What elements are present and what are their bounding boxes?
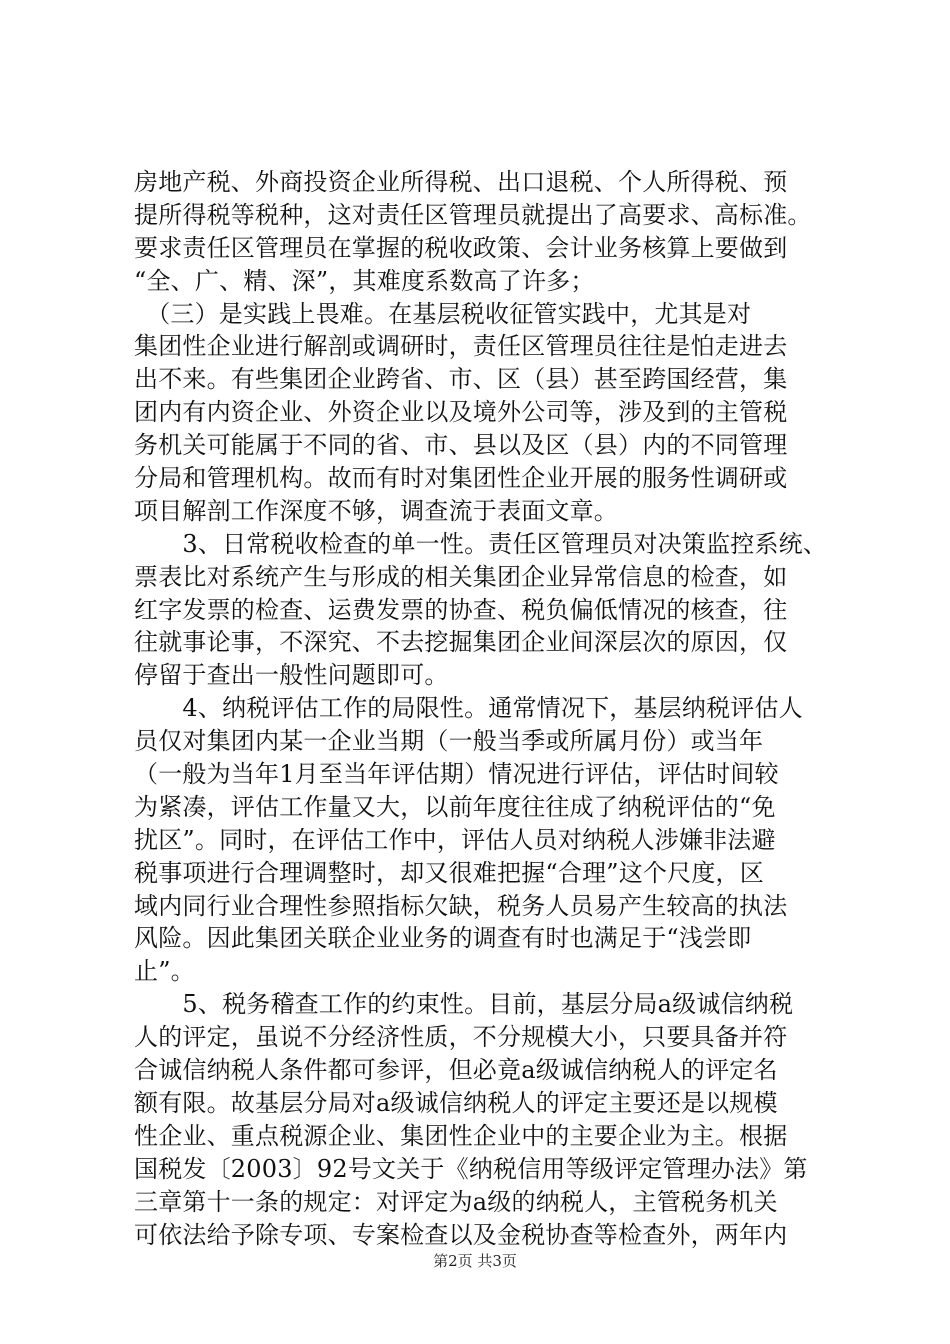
text-line: 性企业、重点税源企业、集团性企业中的主要企业为主。根据 bbox=[134, 1121, 788, 1150]
text-line: 人的评定，虽说不分经济性质，不分规模大小，只要具备并符 bbox=[134, 1023, 788, 1052]
text-line: 税事项进行合理调整时，却又很难把握“合理”这个尺度，区 bbox=[134, 858, 764, 887]
text-line: 员仅对集团内某一企业当期（一般当季或所属月份）或当年 bbox=[134, 727, 764, 756]
text-line: 提所得税等税种，这对责任区管理员就提出了高要求、高标准。 bbox=[134, 200, 812, 229]
text-line: 集团性企业进行解剖或调研时，责任区管理员往往是怕走进去 bbox=[134, 332, 788, 361]
text-line: 止”。 bbox=[134, 957, 195, 986]
text-line: 合诚信纳税人条件都可参评，但必竟a级诚信纳税人的评定名 bbox=[134, 1056, 778, 1085]
text-line: 票表比对系统产生与形成的相关集团企业异常信息的检查，如 bbox=[134, 562, 788, 591]
text-line: 分局和管理机构。故而有时对集团性企业开展的服务性调研或 bbox=[134, 464, 788, 493]
text-line: 红字发票的检查、运费发票的协查、税负偏低情况的核查，往 bbox=[134, 595, 788, 624]
text-line: 出不来。有些集团企业跨省、市、区（县）甚至跨国经营，集 bbox=[134, 365, 788, 394]
text-line: 域内同行业合理性参照指标欠缺，税务人员易产生较高的执法 bbox=[134, 891, 788, 920]
text-line: 务机关可能属于不同的省、市、县以及区（县）内的不同管理 bbox=[134, 431, 788, 460]
text-line: 团内有内资企业、外资企业以及境外公司等，涉及到的主管税 bbox=[134, 398, 788, 427]
text-line: 往就事论事，不深究、不去挖掘集团企业间深层次的原因，仅 bbox=[134, 628, 788, 657]
text-line: 房地产税、外商投资企业所得税、出口退税、个人所得税、预 bbox=[134, 168, 788, 196]
text-line: （一般为当年1月至当年评估期）情况进行评估，评估时间较 bbox=[134, 760, 779, 789]
text-line: 停留于查出一般性问题即可。 bbox=[134, 661, 449, 690]
text-line: 5、税务稽查工作的约束性。目前，基层分局a级诚信纳税 bbox=[134, 990, 794, 1019]
text-line: 可依法给予除专项、专案检查以及金税协查等检查外，两年内 bbox=[134, 1220, 788, 1249]
text-line: 国税发〔2003〕92号文关于《纳税信用等级评定管理办法》第 bbox=[134, 1154, 808, 1183]
body-text bbox=[134, 166, 834, 1251]
page-footer: 第2页 共3页 bbox=[433, 1252, 517, 1270]
text-line: 4、纳税评估工作的局限性。通常情况下，基层纳税评估人 bbox=[134, 694, 803, 723]
text-line: 三章第十一条的规定：对评定为a级的纳税人，主管税务机关 bbox=[134, 1187, 778, 1216]
text-line: （三）是实践上畏难。在基层税收征管实践中，尤其是对 bbox=[134, 299, 752, 328]
text-line: 扰区”。同时，在评估工作中，评估人员对纳税人涉嫌非法避 bbox=[134, 825, 776, 854]
text-line: 风险。因此集团关联企业业务的调查有时也满足于“浅尝即 bbox=[134, 924, 752, 953]
text-line: “全、广、精、深”，其难度系数高了许多； bbox=[134, 266, 595, 295]
text-line: 为紧凑，评估工作量又大，以前年度往往成了纳税评估的“免 bbox=[134, 792, 776, 821]
text-line: 额有限。故基层分局对a级诚信纳税人的评定主要还是以规模 bbox=[134, 1088, 778, 1117]
text-line: 项目解剖工作深度不够，调查流于表面文章。 bbox=[134, 496, 618, 525]
text-line: 要求责任区管理员在掌握的税收政策、会计业务核算上要做到 bbox=[134, 233, 788, 262]
text-line: 3、日常税收检查的单一性。责任区管理员对决策监控系统、 bbox=[134, 529, 828, 558]
